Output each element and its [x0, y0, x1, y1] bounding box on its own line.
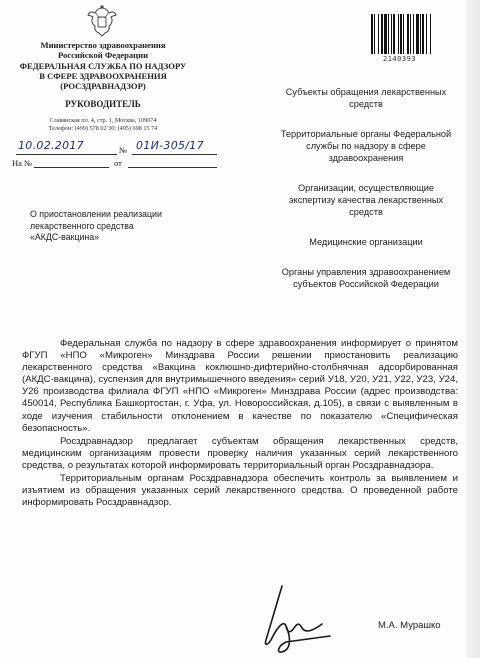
barcode-bar: [398, 14, 399, 54]
barcode-bar: [407, 14, 409, 54]
barcode-bar: [426, 14, 427, 54]
barcode: [370, 14, 455, 54]
number-underline: [132, 154, 217, 155]
number-sign: №: [119, 145, 128, 155]
service-line: ФЕДЕРАЛЬНАЯ СЛУЖБА ПО НАДЗОРУ: [19, 61, 187, 71]
barcode-bar: [393, 14, 395, 54]
handwritten-number: 01И-305/17: [136, 139, 204, 152]
reference-from-label: от: [114, 158, 122, 168]
barcode-bar: [413, 14, 414, 54]
ministry-line: Министерство здравоохранения: [40, 40, 166, 50]
ministry-line: Российской Федерации: [57, 50, 149, 60]
barcode-bar: [391, 14, 392, 54]
subject-line: «АКДС-вакцина»: [30, 232, 100, 242]
barcode-bar: [371, 14, 373, 54]
barcode-bar: [400, 14, 402, 54]
recipient-item: Территориальные органы Федеральной службы по надзору в сфере здравоохранения: [280, 129, 452, 163]
signature: [252, 580, 342, 655]
signer-name: М.А. Мурашко: [378, 620, 441, 631]
barcode-bar: [420, 14, 421, 54]
reference-date-underline: [128, 167, 217, 168]
letter-body: [22, 338, 458, 510]
barcode-number: 2140393: [383, 55, 417, 63]
address-line: Славянская пл. 4, стр. 1, Москва, 109074: [49, 117, 157, 124]
reference-number-underline: [34, 167, 109, 168]
barcode-bar: [384, 14, 387, 54]
barcode-bar: [378, 14, 379, 54]
barcode-bar: [422, 14, 424, 54]
body-paragraph: Федеральная служба по надзору в сфере здравоохранения информирует о принятом ФГУП «НПО «Микроген» Минздрава России решении приостановить реализацию лекарственного средства «Вакцина коклюшно-дифтерийно-столбнячная адсорбированная (АКДС-вакцина), суспензия для внутримышечного введения» серий У18, У20, У21, У22, У23, У24, У26 производства филиала ФГУП «НПО «Микроген» Минздрава России (адрес производства: 450014, Республика Башкортостан, г. Уфа, ул. Новороссийская, д.105), в связи с выявленным в ходе изучения стабильности отклонением в качестве по показателю «Специфическая безопасность».: [22, 338, 458, 434]
barcode-bar: [430, 14, 431, 54]
registration-date-line: [12, 139, 217, 156]
recipient-item: Субъекты обращения лекарственных средств: [285, 87, 447, 109]
barcode-bar: [416, 14, 419, 54]
barcode-bar: [403, 14, 404, 54]
recipients-list: [276, 86, 456, 308]
recipient-item: Органы управления здравоохранением субъектов Российской Федерации: [281, 267, 451, 289]
recipient-item: Организации, осуществляющие экспертизу качества лекарственных средств: [288, 183, 444, 217]
reference-line: [12, 158, 217, 169]
service-line: В СФЕРЕ ЗДРАВООХРАНЕНИЯ: [39, 71, 167, 81]
body-paragraph: Территориальным органам Росздравнадзора обеспечить контроль за выявлением и изъятием из обращения указанных серий лекарственного средства. О проведенной работе информировать Росздравнадзор.: [22, 473, 458, 509]
barcode-bar: [410, 14, 411, 54]
body-paragraph: Росздравнадзор предлагает субъектам обращения лекарственных средств, медицинским организациям провести проверку наличия указанных серий лекарственного средства, о результатах которой информировать территориальный орган Росздравнадзора.: [22, 435, 458, 471]
coat-of-arms-icon: [86, 4, 118, 38]
phone-line: Телефон: (499) 578 02 30; (495) 698 15 74: [48, 125, 158, 133]
subject-line: лекарственного средства: [30, 220, 134, 231]
service-line: (РОСЗДРАВНАДЗОР): [60, 81, 146, 91]
letter-subject: [30, 209, 210, 244]
barcode-bar: [388, 14, 389, 54]
recipient-item: Медицинские организации: [309, 237, 423, 247]
sender-address: [8, 117, 198, 134]
barcode-bar: [381, 14, 383, 54]
subject-line: О приостановлении реализации: [30, 209, 162, 219]
ministry-name: [8, 40, 198, 60]
date-underline: [16, 154, 117, 155]
reference-label: На №: [12, 158, 33, 168]
page-edge-shadow: [466, 0, 480, 658]
service-name: [8, 61, 198, 91]
handwritten-date: 10.02.2017: [18, 139, 84, 152]
head-title: РУКОВОДИТЕЛЬ: [65, 99, 141, 109]
barcode-bar: [374, 14, 375, 54]
